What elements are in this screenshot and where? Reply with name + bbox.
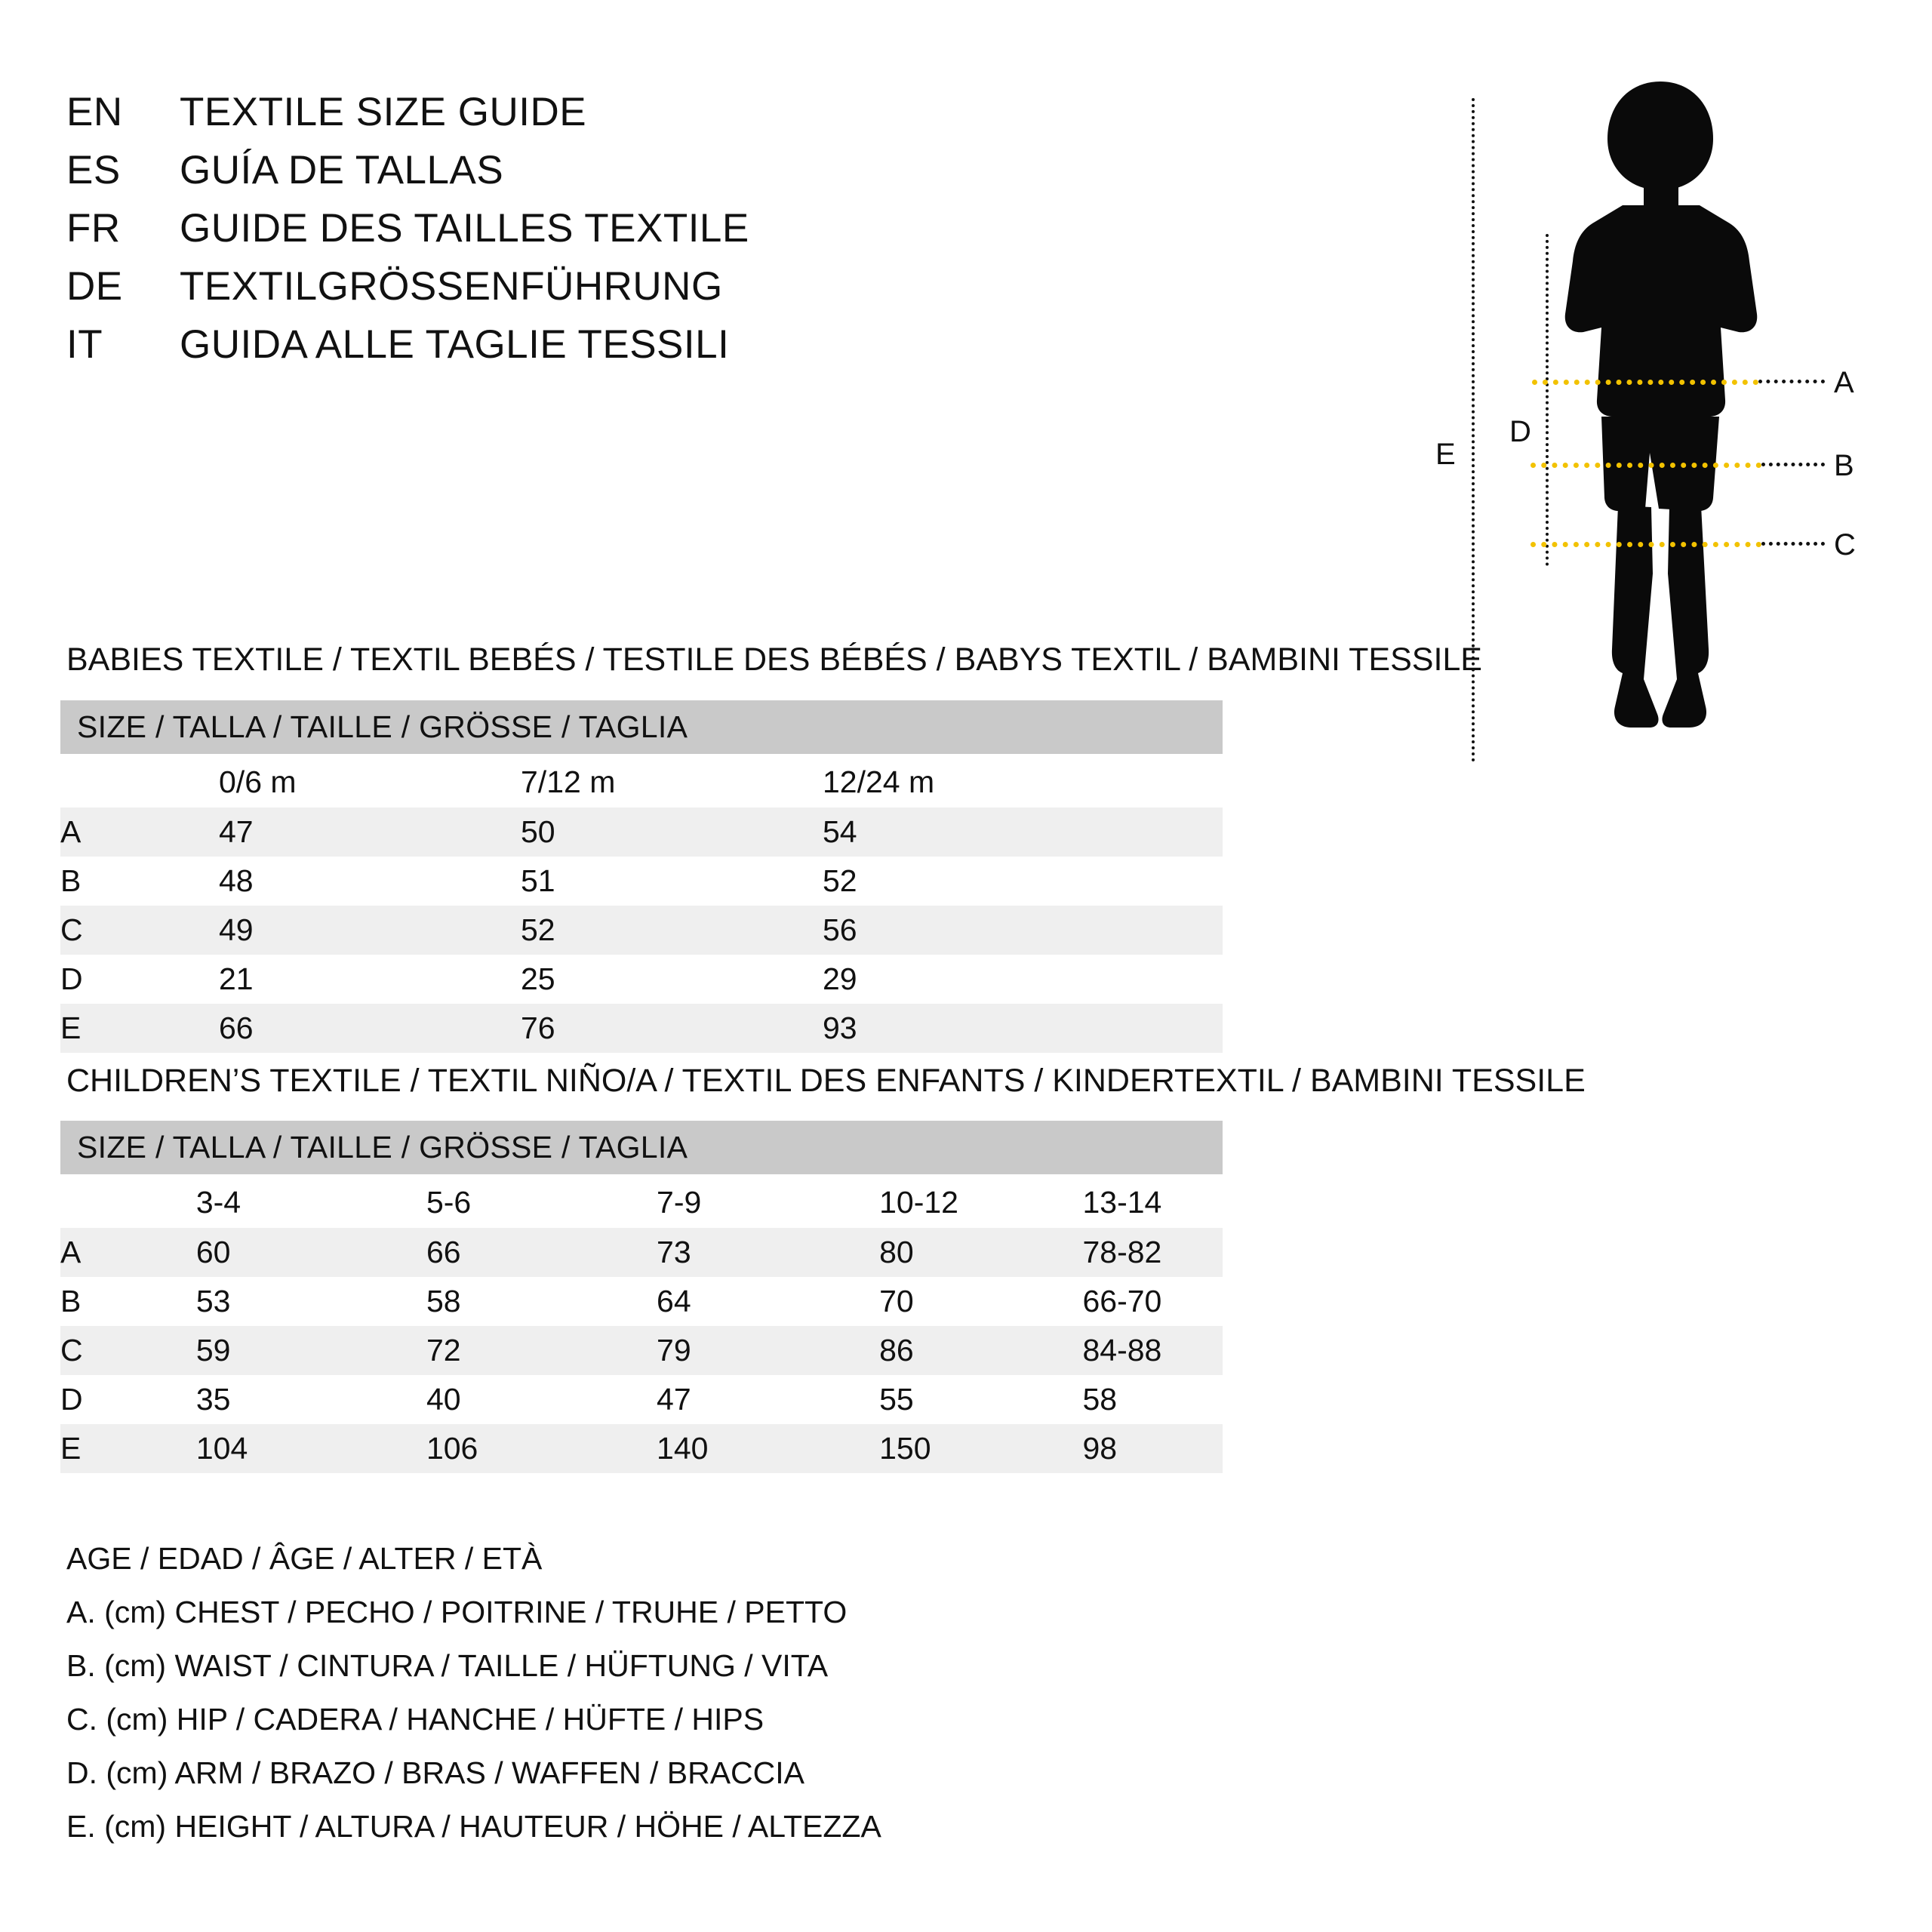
figure-label-e: E [1435, 438, 1456, 471]
children-col-header-3: 10-12 [804, 1174, 1022, 1228]
babies-cell-b-0: 48 [219, 863, 254, 898]
children-cell-c-3: 86 [804, 1326, 1022, 1375]
hip-measure-line [1531, 542, 1761, 547]
children-cell-e-0: 104 [113, 1424, 343, 1473]
babies-section-title: BABIES TEXTILE / TEXTIL BEBÉS / TESTILE DES BÉBÉS / BABYS TEXTIL / BAMBINI TESSILE [66, 641, 1482, 678]
table-row [60, 906, 1223, 955]
language-row-en [66, 89, 1349, 147]
table-row [60, 1326, 1223, 1375]
babies-cell-d-2: 29 [823, 961, 857, 996]
babies-cell-c-filler [1041, 906, 1223, 955]
babies-cell-a-2: 54 [740, 808, 1041, 857]
table-row [60, 808, 1223, 857]
table-row [60, 1277, 1223, 1326]
children-cell-a-3: 80 [804, 1228, 1022, 1277]
figure-label-b: B [1834, 449, 1854, 482]
legend-line-hip: C. (cm) HIP / CADERA / HANCHE / HÜFTE / HIPS [66, 1702, 764, 1737]
children-row-label-e: E [60, 1424, 113, 1473]
children-corner-cell [60, 1174, 113, 1228]
children-row-label-b: B [60, 1284, 82, 1318]
babies-row-label-a: A [60, 808, 136, 857]
babies-col-header-1: 7/12 m [438, 754, 740, 808]
children-column-headers [60, 1174, 1223, 1228]
figure-label-c: C [1834, 528, 1856, 561]
children-cell-d-1: 40 [426, 1382, 461, 1417]
table-row [60, 1228, 1223, 1277]
children-cell-b-4: 66-70 [1082, 1284, 1162, 1318]
children-table-header: SIZE / TALLA / TAILLE / GRÖSSE / TAGLIA [60, 1121, 1223, 1174]
babies-cell-e-2: 93 [740, 1004, 1041, 1053]
babies-row-label-e: E [60, 1004, 136, 1053]
babies-col-header-0: 0/6 m [136, 754, 438, 808]
children-col-header-0: 3-4 [113, 1174, 343, 1228]
legend-block [66, 1532, 1274, 1854]
children-cell-a-0: 60 [113, 1228, 343, 1277]
children-col-header-4: 13-14 [1023, 1174, 1223, 1228]
language-row-it [66, 321, 1349, 380]
children-cell-e-2: 140 [574, 1424, 804, 1473]
children-cell-a-4: 78-82 [1023, 1228, 1223, 1277]
children-cell-b-3: 70 [879, 1284, 914, 1318]
babies-cell-e-filler [1041, 1004, 1223, 1053]
babies-row-label-b: B [60, 863, 82, 898]
legend-line-waist: B. (cm) WAIST / CINTURA / TAILLE / HÜFTUNG / VITA [66, 1648, 829, 1683]
language-row-es [66, 147, 1349, 205]
language-row-de [66, 263, 1349, 321]
babies-cell-c-1: 52 [438, 906, 740, 955]
children-size-table [60, 1121, 1223, 1473]
babies-table-header: SIZE / TALLA / TAILLE / GRÖSSE / TAGLIA [60, 700, 1223, 754]
babies-col-header-2: 12/24 m [740, 754, 1041, 808]
babies-row-label-d: D [60, 961, 83, 996]
figure-label-d: D [1509, 415, 1531, 448]
legend-line-height: E. (cm) HEIGHT / ALTURA / HAUTEUR / HÖHE / ALTEZZA [66, 1809, 881, 1844]
children-section-title: CHILDREN’S TEXTILE / TEXTIL NIÑO/A / TEXTIL DES ENFANTS / KINDERTEXTIL / BAMBINI TESSILE [66, 1063, 1586, 1099]
hip-leader-line [1761, 542, 1825, 546]
children-cell-e-1: 106 [343, 1424, 574, 1473]
language-text-es: GUÍA DE TALLAS [180, 148, 504, 192]
language-row-fr [66, 205, 1349, 263]
language-code-it: IT [66, 322, 103, 367]
language-code-de: DE [66, 264, 123, 309]
language-code-fr: FR [66, 206, 121, 251]
waist-measure-line [1531, 463, 1761, 468]
babies-cell-a-0: 47 [136, 808, 438, 857]
children-cell-d-2: 47 [657, 1382, 691, 1417]
children-row-label-d: D [60, 1382, 83, 1417]
babies-row-label-c: C [60, 906, 136, 955]
children-cell-c-4: 84-88 [1023, 1326, 1223, 1375]
babies-column-headers [60, 754, 1223, 808]
legend-line-chest: A. (cm) CHEST / PECHO / POITRINE / TRUHE / PETTO [66, 1595, 848, 1629]
children-col-header-1: 5-6 [343, 1174, 574, 1228]
children-cell-a-2: 73 [574, 1228, 804, 1277]
babies-cell-b-2: 52 [823, 863, 857, 898]
babies-cell-c-2: 56 [740, 906, 1041, 955]
language-header-block [66, 89, 1349, 380]
children-row-label-c: C [60, 1326, 113, 1375]
children-cell-e-4: 98 [1023, 1424, 1223, 1473]
language-text-it: GUIDA ALLE TAGLIE TESSILI [180, 322, 730, 367]
children-cell-c-1: 72 [343, 1326, 574, 1375]
language-code-en: EN [66, 90, 123, 134]
table-row [60, 1424, 1223, 1473]
babies-cell-d-filler [1041, 955, 1223, 1004]
children-cell-d-0: 35 [195, 1382, 231, 1417]
chest-leader-line [1758, 380, 1825, 383]
babies-cell-e-1: 76 [438, 1004, 740, 1053]
waist-leader-line [1761, 463, 1825, 466]
language-text-fr: GUIDE DES TAILLES TEXTILE [180, 206, 749, 251]
child-silhouette-icon [1502, 75, 1819, 755]
babies-cell-a-1: 50 [438, 808, 740, 857]
children-row-label-a: A [60, 1228, 113, 1277]
children-cell-d-4: 58 [1082, 1382, 1118, 1417]
babies-size-table [60, 700, 1223, 1053]
children-cell-d-3: 55 [879, 1382, 914, 1417]
babies-cell-e-0: 66 [136, 1004, 438, 1053]
children-cell-b-0: 53 [195, 1284, 231, 1318]
babies-corner-cell [60, 754, 136, 808]
legend-line-age: AGE / EDAD / ÂGE / ALTER / ETÀ [66, 1541, 543, 1576]
babies-cell-c-0: 49 [136, 906, 438, 955]
table-row [60, 955, 1223, 1004]
children-cell-b-1: 58 [426, 1284, 461, 1318]
children-cell-c-2: 79 [574, 1326, 804, 1375]
children-col-header-2: 7-9 [574, 1174, 804, 1228]
language-text-en: TEXTILE SIZE GUIDE [180, 90, 587, 134]
babies-col-header-filler [1041, 754, 1223, 808]
table-row [60, 857, 1223, 906]
babies-cell-b-1: 51 [521, 863, 555, 898]
babies-cell-b-filler [1041, 857, 1223, 906]
babies-cell-d-0: 21 [219, 961, 254, 996]
children-cell-b-2: 64 [657, 1284, 691, 1318]
language-text-de: TEXTILGRÖSSENFÜHRUNG [180, 264, 723, 309]
children-cell-c-0: 59 [113, 1326, 343, 1375]
chest-measure-line [1532, 380, 1758, 385]
table-row [60, 1004, 1223, 1053]
children-cell-a-1: 66 [343, 1228, 574, 1277]
children-cell-e-3: 150 [804, 1424, 1022, 1473]
language-code-es: ES [66, 148, 121, 192]
babies-cell-d-1: 25 [521, 961, 555, 996]
figure-label-a: A [1834, 366, 1854, 399]
table-row [60, 1375, 1223, 1424]
babies-cell-a-filler [1041, 808, 1223, 857]
legend-line-arm: D. (cm) ARM / BRAZO / BRAS / WAFFEN / BRACCIA [66, 1755, 804, 1790]
